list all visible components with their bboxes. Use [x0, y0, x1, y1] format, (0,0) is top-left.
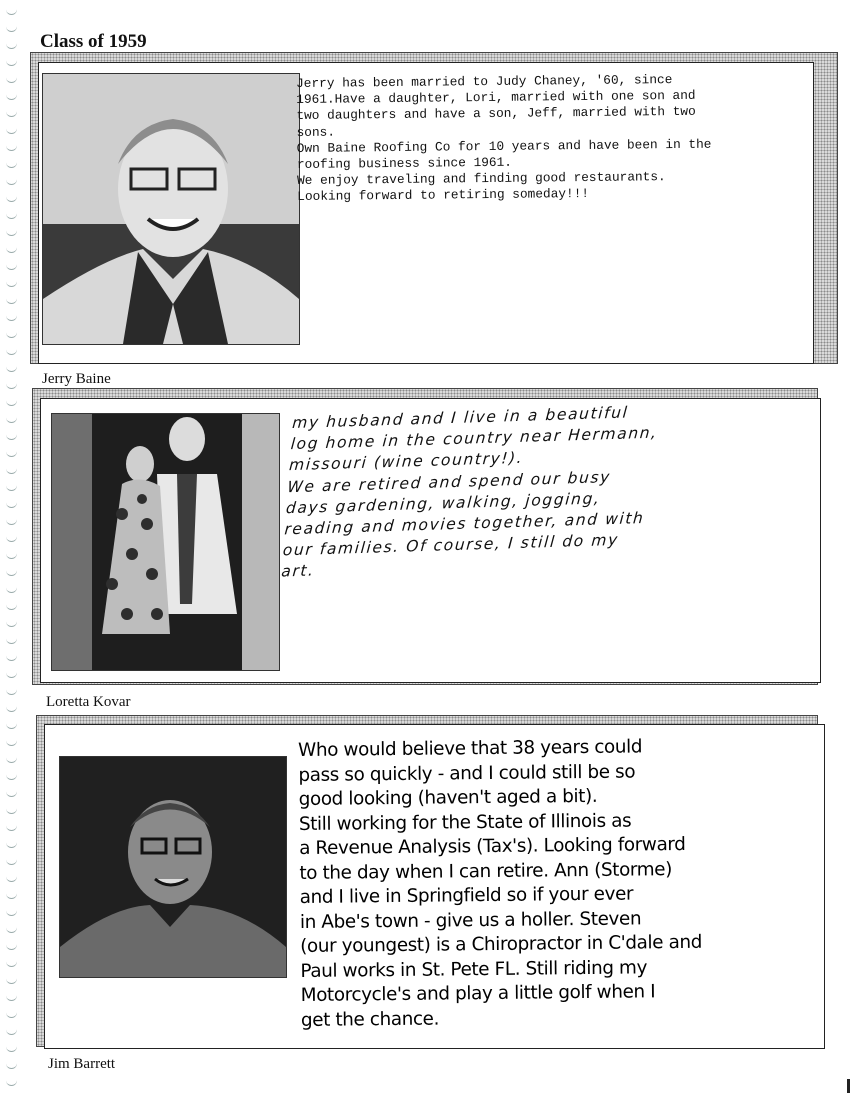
binding-ring — [6, 1045, 17, 1052]
binding-ring — [6, 756, 17, 763]
entry-text: Who would believe that 38 years could pass so quickly - and I could still be so good looking (haven't aged a bit). Still working for the State of Illinois as a Revenue Analysis (Tax's). Looking forward to the day when I can retire. Ann (Storme) and I live in Springfield so if your ever in Abe's town - give us a holler. Steven (our youngest) is a Chiropractor in C'dale and Paul works in St. Pete FL. Still riding my Motorcycle's and play a little golf when I get the chance. — [298, 736, 703, 1031]
binding-ring — [6, 467, 17, 474]
binding-ring — [6, 382, 17, 389]
binding-ring — [6, 824, 17, 831]
binding-ring — [6, 127, 17, 134]
couple-photo — [51, 413, 280, 671]
binding-ring — [6, 637, 17, 644]
binding-ring — [6, 484, 17, 491]
binding-ring — [6, 110, 17, 117]
binding-ring — [6, 8, 17, 15]
page-title: Class of 1959 — [40, 31, 147, 52]
binding-ring — [6, 195, 17, 202]
binding-ring — [6, 59, 17, 66]
binding-ring — [6, 722, 17, 729]
binding-ring — [6, 807, 17, 814]
binding-ring — [6, 1011, 17, 1018]
binding-ring — [6, 280, 17, 287]
binding-ring — [6, 365, 17, 372]
binding-ring — [6, 926, 17, 933]
binding-ring — [6, 314, 17, 321]
binding-ring — [6, 93, 17, 100]
binding-ring — [6, 161, 17, 168]
binding-ring — [6, 518, 17, 525]
entry-text: Jerry has been married to Judy Chaney, '60, since 1961.Have a daughter, Lori, married with one son and two daughters and have a son, Jeff, married with two sons. Own Baine Roofing Co for 10 years and have been in the roofing business since 1961. We enjoy traveling and finding good restaurants. Looking forward to retiring someday!!! — [296, 72, 712, 205]
binding-ring — [6, 535, 17, 542]
binding-ring — [6, 977, 17, 984]
binding-ring — [6, 501, 17, 508]
entry-card-jim-barrett — [44, 724, 825, 1049]
binding-ring — [6, 76, 17, 83]
binding-ring — [6, 943, 17, 950]
binding-ring — [6, 450, 17, 457]
entry-name: Loretta Kovar — [46, 694, 131, 710]
portrait-photo — [42, 73, 300, 345]
binding-ring — [6, 603, 17, 610]
binding-ring — [6, 790, 17, 797]
binding-ring — [6, 348, 17, 355]
binding-ring — [6, 433, 17, 440]
binding-ring — [6, 25, 17, 32]
binding-ring — [6, 909, 17, 916]
binding-ring — [6, 246, 17, 253]
binding-ring — [6, 671, 17, 678]
spiral-binding — [2, 8, 20, 1093]
binding-ring — [6, 705, 17, 712]
binding-ring — [6, 416, 17, 423]
binding-ring — [6, 297, 17, 304]
binding-ring — [6, 1028, 17, 1035]
entry-card-jerry-baine — [38, 62, 814, 364]
binding-ring — [6, 399, 17, 406]
binding-ring — [6, 654, 17, 661]
binding-ring — [6, 688, 17, 695]
binding-ring — [6, 229, 17, 236]
binding-ring — [6, 620, 17, 627]
entry-text: my husband and I live in a beautiful log home in the country near Hermann, missouri (wine country!). We are retired and spend our busy days gardening, walking, jogging, reading and movies together, and with our families. Of course, I still do my art. — [280, 403, 659, 581]
binding-ring — [6, 875, 17, 882]
portrait-photo — [59, 756, 287, 978]
binding-ring — [6, 144, 17, 151]
binding-ring — [6, 331, 17, 338]
binding-ring — [6, 1079, 17, 1086]
entry-card-loretta-kovar — [40, 398, 821, 683]
binding-ring — [6, 569, 17, 576]
binding-ring — [6, 212, 17, 219]
binding-ring — [6, 960, 17, 967]
binding-ring — [6, 841, 17, 848]
binding-ring — [6, 994, 17, 1001]
binding-ring — [6, 773, 17, 780]
binding-ring — [6, 42, 17, 49]
entry-name: Jim Barrett — [48, 1056, 116, 1072]
binding-ring — [6, 178, 17, 185]
binding-ring — [6, 739, 17, 746]
binding-ring — [6, 552, 17, 559]
binding-ring — [6, 858, 17, 865]
binding-ring — [6, 1062, 17, 1069]
binding-ring — [6, 586, 17, 593]
entry-name: Jerry Baine — [42, 371, 111, 387]
binding-ring — [6, 892, 17, 899]
binding-ring — [6, 263, 17, 270]
